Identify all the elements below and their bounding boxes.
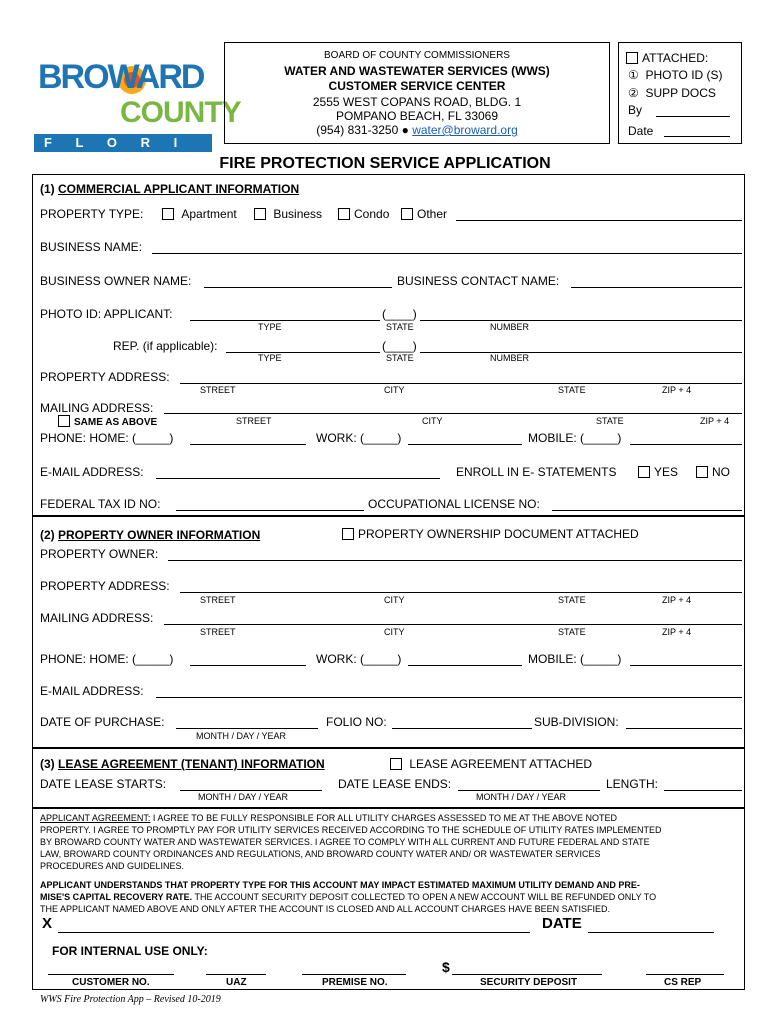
ma-city-caption: CITY: [422, 416, 443, 426]
understands-line-2: [40, 892, 656, 902]
csrep-field[interactable]: [646, 974, 724, 975]
yes-label: YES: [654, 465, 679, 479]
email-link[interactable]: water@broward.org: [412, 123, 518, 137]
work-label: WORK: (_____): [316, 431, 402, 445]
number-1-icon: ①: [628, 68, 639, 82]
section-2-title: PROPERTY OWNER INFORMATION: [58, 528, 261, 542]
page-title: FIRE PROTECTION SERVICE APPLICATION: [219, 155, 551, 172]
business-option[interactable]: [254, 207, 322, 221]
s2-email-label: E-MAIL ADDRESS:: [40, 684, 144, 698]
ma-state-caption: STATE: [596, 416, 624, 426]
lease-attached-label: LEASE AGREEMENT ATTACHED: [409, 757, 593, 771]
s2ma-city-caption: CITY: [384, 627, 405, 637]
ma-street-caption: STREET: [236, 416, 272, 426]
tax-id-label: FEDERAL TAX ID NO:: [40, 497, 161, 511]
date-label: Date: [628, 124, 654, 138]
occ-license-label: OCCUPATIONAL LICENSE NO:: [368, 497, 540, 511]
applicant-id-number-field[interactable]: [420, 320, 742, 321]
premise-field[interactable]: [302, 974, 406, 975]
customer-no-field[interactable]: [48, 974, 174, 975]
premise-label: PREMISE NO.: [322, 977, 388, 988]
photo-id-item: [628, 68, 723, 82]
other-label: Other: [417, 207, 448, 221]
section-3-heading: [40, 757, 325, 771]
ends-mdy-caption: MONTH / DAY / YEAR: [476, 792, 567, 802]
same-as-above-label: SAME AS ABOVE: [74, 417, 158, 428]
s2-work-field[interactable]: [408, 665, 522, 666]
section-3-title: LEASE AGREEMENT (TENANT) INFORMATION: [58, 757, 325, 771]
board-text: BOARD OF COUNTY COMMISSIONERS: [324, 50, 510, 61]
business-name-field[interactable]: [152, 253, 742, 254]
pa-state-caption: STATE: [558, 385, 586, 395]
photo-id-label-applicant: PHOTO ID: APPLICANT:: [40, 307, 173, 321]
photo-id-label: PHOTO ID (S): [645, 68, 723, 82]
deposit-field[interactable]: [452, 974, 602, 975]
owner-name-label: BUSINESS OWNER NAME:: [40, 274, 192, 288]
section-1-heading: [40, 182, 299, 196]
section-2-heading: [40, 528, 260, 542]
csrep-label: CS REP: [664, 977, 702, 988]
owner-name-field[interactable]: [204, 287, 392, 288]
yes-checkbox[interactable]: [638, 466, 650, 478]
signature-date-field[interactable]: [588, 932, 714, 933]
attached-date-field[interactable]: [664, 136, 730, 137]
pa-zip-caption: ZIP + 4: [662, 385, 692, 395]
mobile-field[interactable]: [630, 444, 742, 445]
property-type-label: PROPERTY TYPE:: [40, 207, 144, 221]
by-label: By: [628, 103, 643, 117]
phone-text: (954) 831-3250: [316, 123, 399, 137]
section-1-title: COMMERCIAL APPLICANT INFORMATION: [58, 182, 300, 196]
footer-revision: WWS Fire Protection App – Revised 10-2019: [40, 994, 221, 1005]
same-as-above-option[interactable]: [58, 415, 157, 428]
understands-line-1: APPLICANT UNDERSTANDS THAT PROPERTY TYPE FOR THIS ACCOUNT MAY IMPACT ESTIMATED MAXIMUM UTILITY DEMAND AND PRE-: [40, 880, 640, 890]
starts-mdy-caption: MONTH / DAY / YEAR: [198, 792, 289, 802]
property-owner-field[interactable]: [168, 560, 742, 561]
section-3-number: (3): [40, 757, 55, 771]
property-address-field[interactable]: [180, 383, 742, 384]
condo-label: Condo: [354, 207, 390, 221]
s2-mailing-address-field[interactable]: [164, 624, 742, 625]
other-checkbox[interactable]: [401, 208, 413, 220]
email-field[interactable]: [156, 478, 440, 479]
apartment-option[interactable]: [162, 207, 237, 221]
contact-name-label: BUSINESS CONTACT NAME:: [397, 274, 560, 288]
number-2-icon: ②: [628, 86, 639, 100]
lease-starts-label: DATE LEASE STARTS:: [40, 777, 167, 791]
applicant-type-caption: TYPE: [258, 322, 282, 332]
rep-id-number-field[interactable]: [420, 352, 742, 353]
applicant-state-caption: STATE: [386, 322, 414, 332]
agreement-text-1: I AGREE TO BE FULLY RESPONSIBLE FOR ALL UTILITY CHARGES ASSESSED TO ME AT THE ABOVE NOTED: [150, 813, 618, 823]
attached-label: ATTACHED:: [642, 51, 709, 65]
understands-rest-2: THE ACCOUNT SECURITY DEPOSIT COLLECTED TO OPEN A NEW ACCOUNT WILL BE REFUNDED ONLY TO: [192, 892, 657, 902]
rep-type-caption: TYPE: [258, 353, 282, 363]
work-field[interactable]: [408, 444, 522, 445]
occ-license-field[interactable]: [552, 510, 742, 511]
enroll-label: ENROLL IN E- STATEMENTS: [456, 465, 617, 479]
s2-email-field[interactable]: [156, 697, 742, 698]
s2-property-address-field[interactable]: [180, 592, 742, 593]
supp-docs-item: [628, 86, 716, 100]
folio-label: FOLIO NO:: [326, 715, 387, 729]
s2ma-street-caption: STREET: [200, 627, 236, 637]
purchase-label: DATE OF PURCHASE:: [40, 715, 165, 729]
length-field[interactable]: [664, 790, 742, 791]
ownership-doc-checkbox[interactable]: [342, 528, 354, 540]
folio-field[interactable]: [392, 728, 532, 729]
s2pa-state-caption: STATE: [558, 595, 586, 605]
subdivision-field[interactable]: [626, 728, 742, 729]
condo-option[interactable]: [338, 207, 389, 221]
supp-docs-label: SUPP DOCS: [645, 86, 716, 100]
attached-title: [626, 51, 708, 65]
purchase-field[interactable]: [176, 728, 318, 729]
yes-option[interactable]: [638, 465, 678, 479]
purchase-mdy-caption: MONTH / DAY / YEAR: [196, 731, 287, 741]
contact-line: (954) 831-3250 ● water@broward.org: [316, 123, 518, 137]
lease-attached-checkbox[interactable]: [390, 758, 402, 770]
applicant-state-paren: (____): [382, 307, 417, 321]
phone-home-field[interactable]: [190, 444, 306, 445]
agreement-line-4: LAW, BROWARD COUNTY ORDINANCES AND REGULATIONS, AND BROWARD COUNTY WATER AND/ OR WASTEWATER SERVICES: [40, 849, 601, 859]
section-2-number: (2): [40, 528, 55, 542]
rep-number-caption: NUMBER: [490, 353, 530, 363]
other-field[interactable]: [456, 220, 742, 221]
applicant-number-caption: NUMBER: [490, 322, 530, 332]
ownership-doc-option[interactable]: [342, 527, 639, 541]
contact-name-field[interactable]: [571, 287, 742, 288]
apartment-label: Apartment: [181, 207, 237, 221]
agreement-line-2: PROPERTY. I AGREE TO PROMPTLY PAY FOR UTILITY SERVICES RECEIVED ACCORDING TO THE SCHEDULE OF UTILITY RATES IMPLEMENTED: [40, 825, 662, 835]
ownership-doc-label: PROPERTY OWNERSHIP DOCUMENT ATTACHED: [358, 527, 639, 541]
uaz-label: UAZ: [226, 977, 247, 988]
s2-mobile-label: MOBILE: (_____): [528, 652, 622, 666]
lease-attached-option[interactable]: [390, 757, 592, 771]
no-option[interactable]: [696, 465, 730, 479]
logo-county: COUNTY: [120, 96, 241, 129]
s2-phone-home-label: PHONE: HOME: (_____): [40, 652, 174, 666]
deposit-label: SECURITY DEPOSIT: [480, 977, 578, 988]
mobile-label: MOBILE: (_____): [528, 431, 622, 445]
no-label: NO: [712, 465, 730, 479]
same-as-above-checkbox[interactable]: [58, 415, 70, 427]
rep-state-caption: STATE: [386, 353, 414, 363]
length-label: LENGTH:: [606, 777, 659, 791]
phone-home-label: PHONE: HOME: (_____): [40, 431, 174, 445]
logo-broward: BROWARD: [38, 58, 204, 96]
lease-ends-label: DATE LEASE ENDS:: [338, 777, 452, 791]
business-checkbox[interactable]: [254, 208, 266, 220]
s2ma-state-caption: STATE: [558, 627, 586, 637]
pa-street-caption: STREET: [200, 385, 236, 395]
applicant-id-type-field[interactable]: [190, 320, 380, 321]
s2-work-label: WORK: (_____): [316, 652, 402, 666]
mailing-address-field[interactable]: [164, 413, 742, 414]
apartment-checkbox[interactable]: [162, 208, 174, 220]
section-1-number: (1): [40, 182, 55, 196]
business-label: Business: [273, 207, 323, 221]
agreement-line-3: BY BROWARD COUNTY WATER AND WASTEWATER SERVICES. I AGREE TO COMPLY WITH ALL CURRENT AND FUTURE FEDERAL AND STATE: [40, 837, 650, 847]
pa-city-caption: CITY: [384, 385, 405, 395]
attached-checkbox[interactable]: [626, 52, 638, 64]
s2-property-address-label: PROPERTY ADDRESS:: [40, 579, 170, 593]
rep-state-paren: (____): [382, 339, 417, 353]
business-name-label: BUSINESS NAME:: [40, 240, 143, 254]
dollar-sign: $: [442, 959, 450, 975]
signature-field[interactable]: [58, 932, 530, 933]
email-label: E-MAIL ADDRESS:: [40, 465, 144, 479]
mailing-address-label: MAILING ADDRESS:: [40, 401, 154, 415]
lease-ends-field[interactable]: [458, 790, 600, 791]
subdivision-label: SUB-DIVISION:: [534, 715, 619, 729]
s2pa-street-caption: STREET: [200, 595, 236, 605]
lease-starts-field[interactable]: [180, 790, 322, 791]
s2pa-city-caption: CITY: [384, 595, 405, 605]
ma-zip-caption: ZIP + 4: [700, 416, 730, 426]
no-checkbox[interactable]: [696, 466, 708, 478]
understands-line-3: THE APPLICANT NAMED ABOVE AND ONLY AFTER THE ACCOUNT IS CLOSED AND ALL ACCOUNT CHARGES HAVE BEEN SATISFIED.: [40, 904, 610, 914]
property-address-label: PROPERTY ADDRESS:: [40, 370, 170, 384]
internal-title: FOR INTERNAL USE ONLY:: [52, 944, 208, 958]
s2-mailing-address-label: MAILING ADDRESS:: [40, 611, 154, 625]
condo-checkbox[interactable]: [338, 208, 350, 220]
rep-id-type-field[interactable]: [226, 352, 380, 353]
agreement-line-1: [40, 813, 617, 823]
center-text: CUSTOMER SERVICE CENTER: [328, 79, 506, 93]
agreement-line-5: PROCEDURES AND GUIDELINES.: [40, 861, 185, 871]
rep-label: REP. (if applicable):: [113, 339, 218, 353]
understands-bold-2: MISE'S CAPITAL RECOVERY RATE.: [40, 892, 193, 902]
uaz-field[interactable]: [206, 974, 266, 975]
dept-text: WATER AND WASTEWATER SERVICES (WWS): [284, 64, 550, 78]
signature-date-label: DATE: [542, 915, 582, 932]
logo-florida: F L O R I D A: [44, 135, 188, 165]
s2ma-zip-caption: ZIP + 4: [662, 627, 692, 637]
broward-logo: [34, 52, 241, 165]
address1-text: 2555 WEST COPANS ROAD, BLDG. 1: [312, 95, 522, 109]
s2pa-zip-caption: ZIP + 4: [662, 595, 692, 605]
address2-text: POMPANO BEACH, FL 33069: [335, 109, 499, 123]
tax-id-field[interactable]: [176, 510, 364, 511]
s2-mobile-field[interactable]: [630, 665, 742, 666]
property-owner-label: PROPERTY OWNER:: [40, 547, 159, 561]
customer-no-label: CUSTOMER NO.: [72, 977, 150, 988]
other-option[interactable]: [401, 207, 447, 221]
signature-x: X: [42, 915, 53, 932]
agreement-label: APPLICANT AGREEMENT:: [40, 813, 151, 823]
s2-phone-home-field[interactable]: [190, 665, 306, 666]
by-field[interactable]: [656, 116, 730, 117]
